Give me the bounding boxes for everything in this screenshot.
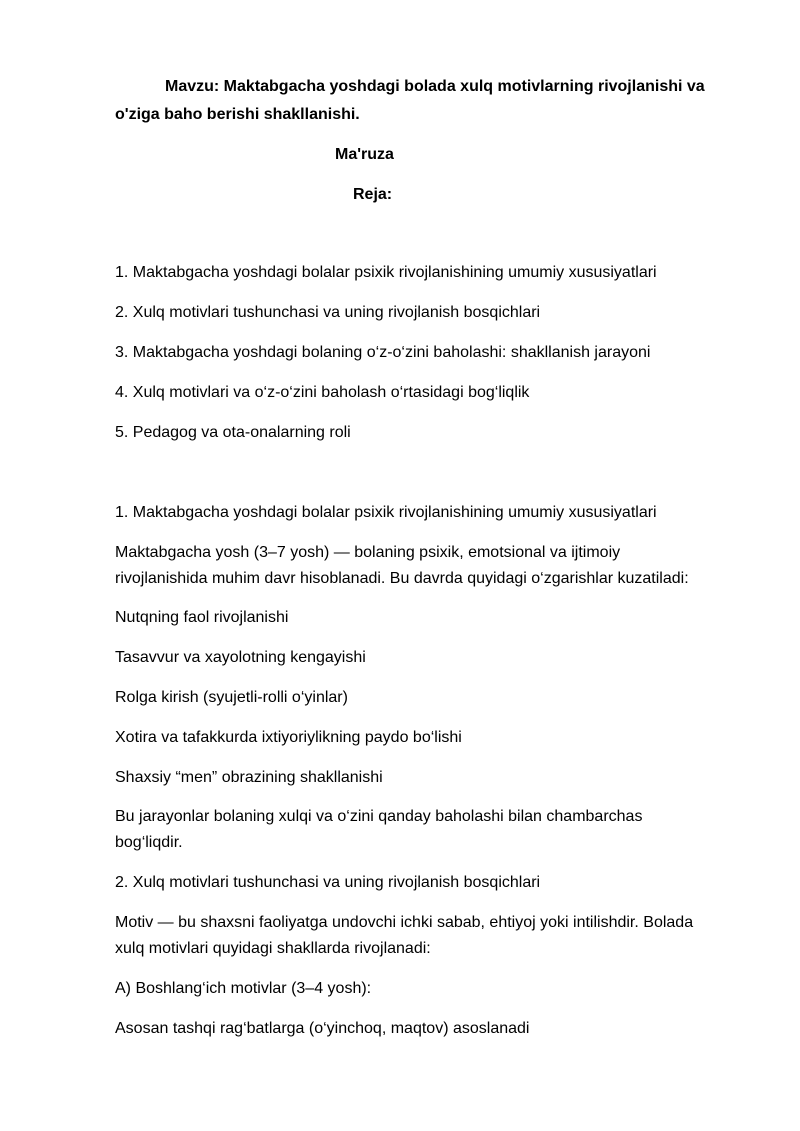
section-1-point-1: Nutqning faol rivojlanishi (115, 609, 289, 626)
section-1-point-4: Xotira va tafakkurda ixtiyoriylikning paydo bo‘lishi (115, 729, 462, 746)
plan-item-1: 1. Maktabgacha yoshdagi bolalar psixik rivojlanishining umumiy xususiyatlari (115, 264, 657, 281)
section-2-heading: 2. Xulq motivlari tushunchasi va uning rivojlanish bosqichlari (115, 874, 541, 891)
section-2-intro-line-1: Motiv — bu shaxsni faoliyatga undovchi ichki sabab, ehtiyoj yoki intilishdir. Bolada (115, 914, 694, 931)
section-2-stage-a-point: Asosan tashqi rag‘batlarga (o‘yinchoq, maqtov) asoslanadi (115, 1020, 530, 1037)
plan-item-3: 3. Maktabgacha yoshdagi bolaning o‘z-o‘zini baholashi: shakllanish jarayoni (115, 344, 651, 361)
plan-heading: Reja: (353, 186, 393, 203)
document-title-line-2: o'ziga baho berishi shakllanishi. (115, 106, 360, 123)
section-2-intro-line-2: xulq motivlari quyidagi shakllarda rivojlanadi: (115, 940, 431, 957)
section-1-conclusion-line-2: bog‘liqdir. (115, 834, 183, 851)
section-1-intro-line-2: rivojlanishida muhim davr hisoblanadi. Bu davrda quyidagi o‘zgarishlar kuzatiladi: (115, 570, 689, 587)
plan-item-2: 2. Xulq motivlari tushunchasi va uning rivojlanish bosqichlari (115, 304, 541, 321)
section-1-point-2: Tasavvur va xayolotning kengayishi (115, 649, 366, 666)
section-1-heading: 1. Maktabgacha yoshdagi bolalar psixik rivojlanishining umumiy xususiyatlari (115, 504, 657, 521)
section-1-point-5: Shaxsiy “men” obrazining shakllanishi (115, 769, 383, 786)
section-1-intro-line-1: Maktabgacha yosh (3–7 yosh) — bolaning psixik, emotsional va ijtimoiy (115, 544, 621, 561)
plan-item-5: 5. Pedagog va ota-onalarning roli (115, 424, 351, 441)
section-2-stage-a: A) Boshlang‘ich motivlar (3–4 yosh): (115, 980, 372, 997)
lecture-label: Ma'ruza (335, 146, 394, 163)
document-title-line-1: Mavzu: Maktabgacha yoshdagi bolada xulq motivlarning rivojlanishi va (165, 78, 705, 95)
section-1-conclusion-line-1: Bu jarayonlar bolaning xulqi va o‘zini qanday baholashi bilan chambarchas (115, 808, 643, 825)
plan-item-4: 4. Xulq motivlari va o‘z-o‘zini baholash o‘rtasidagi bog‘liqlik (115, 384, 530, 401)
section-1-point-3: Rolga kirish (syujetli-rolli o‘yinlar) (115, 689, 348, 706)
